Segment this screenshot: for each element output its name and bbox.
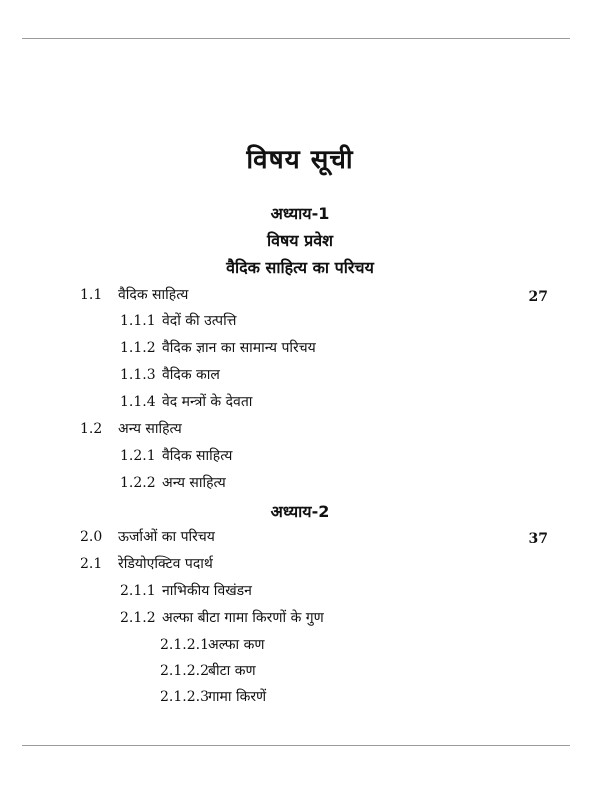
entry-label: अल्फा कण: [208, 637, 265, 653]
entry-number: 2.1.2.1: [160, 637, 209, 653]
toc-entry-1-2[interactable]: [80, 419, 182, 438]
entry-label: अन्य साहित्य: [118, 421, 182, 437]
chapter-1-subtitle-2: वैदिक साहित्य का परिचय: [226, 258, 374, 277]
entry-label: बीटा कण: [208, 663, 256, 679]
entry-number: 2.0: [80, 529, 103, 545]
entry-label: वेदों की उत्पत्ति: [162, 313, 237, 329]
toc-entry-1-1-3[interactable]: [120, 365, 220, 384]
entry-number: 2.1.1: [120, 583, 156, 599]
entry-label: वैदिक साहित्य: [162, 448, 233, 464]
entry-number: 2.1.2.3: [160, 689, 209, 705]
chapter-2-heading: अध्याय-2: [270, 502, 330, 521]
entry-label: नाभिकीय विखंडन: [162, 583, 252, 599]
toc-entry-1-2-2[interactable]: [120, 473, 226, 492]
toc-entry-1-1-2[interactable]: [120, 338, 316, 357]
page-number-27: 27: [528, 289, 548, 305]
toc-entry-2-0[interactable]: [80, 527, 215, 546]
entry-number: 1.2.2: [120, 475, 156, 491]
entry-label: ऊर्जाओं का परिचय: [118, 529, 215, 545]
toc-entry-1-1-4[interactable]: [120, 392, 252, 411]
entry-label: वैदिक ज्ञान का सामान्य परिचय: [162, 340, 316, 356]
chapter-1-subtitle: विषय प्रवेश: [266, 231, 334, 250]
entry-number: 1.1.2: [120, 340, 156, 356]
entry-number: 1.1.4: [120, 394, 156, 410]
chapter-1-heading: अध्याय-1: [270, 204, 330, 223]
toc-entry-2-1-2-2[interactable]: [160, 661, 256, 680]
entry-label: गामा किरणें: [208, 689, 267, 705]
page-title: विषय सूची: [246, 145, 354, 175]
toc-entry-2-1-2[interactable]: [120, 608, 324, 627]
entry-label: वेद मन्त्रों के देवता: [162, 394, 253, 410]
top-divider: [22, 38, 570, 39]
toc-entry-1-1[interactable]: [80, 285, 188, 304]
entry-number: 1.1: [80, 287, 103, 303]
entry-label: रेडियोएक्टिव पदार्थ: [118, 556, 213, 572]
entry-number: 2.1.2.2: [160, 663, 209, 679]
entry-label: वैदिक साहित्य: [118, 287, 189, 303]
bottom-divider: [22, 745, 570, 746]
toc-entry-1-1-1[interactable]: [120, 311, 236, 330]
entry-number: 1.2: [80, 421, 103, 437]
toc-entry-2-1-1[interactable]: [120, 581, 252, 600]
page-number-37: 37: [528, 531, 548, 547]
entry-label: अल्फा बीटा गामा किरणों के गुण: [162, 610, 324, 626]
toc-entry-2-1[interactable]: [80, 554, 213, 573]
entry-number: 1.1.1: [120, 313, 156, 329]
toc-entry-2-1-2-3[interactable]: [160, 687, 266, 706]
entry-number: 1.1.3: [120, 367, 156, 383]
entry-number: 2.1.2: [120, 610, 156, 626]
toc-entry-1-2-1[interactable]: [120, 446, 232, 465]
entry-number: 2.1: [80, 556, 103, 572]
entry-number: 1.2.1: [120, 448, 156, 464]
entry-label: वैदिक काल: [162, 367, 220, 383]
toc-entry-2-1-2-1[interactable]: [160, 635, 264, 654]
entry-label: अन्य साहित्य: [162, 475, 226, 491]
